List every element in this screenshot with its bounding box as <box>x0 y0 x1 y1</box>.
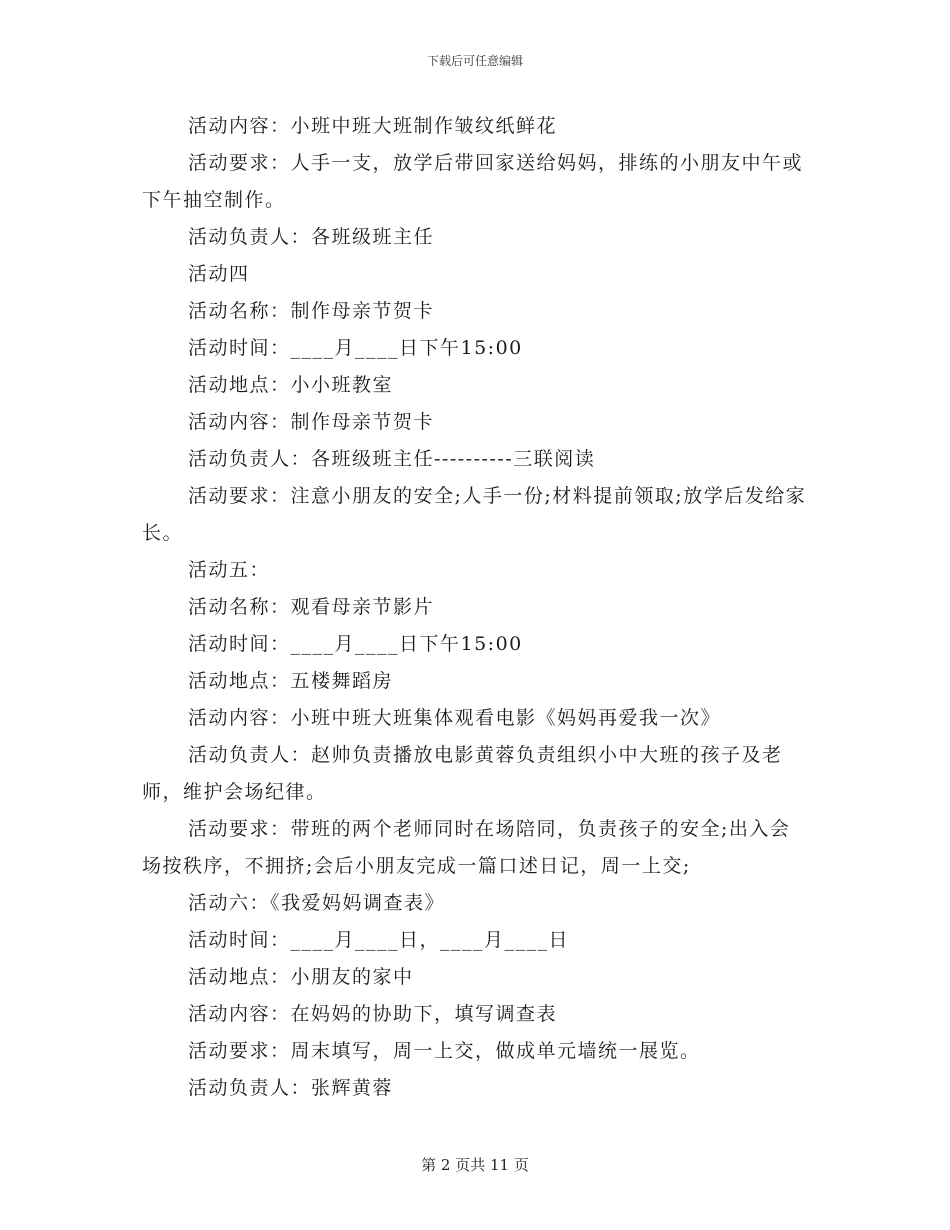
paragraph: 活动负责人：张辉黄蓉 <box>188 1077 394 1099</box>
section-heading: 活动四 <box>188 263 250 285</box>
paragraph: 活动内容：小班中班大班制作皱纹纸鲜花 <box>188 115 558 137</box>
paragraph: 活动时间：____月____日，____月____日 <box>188 929 570 951</box>
paragraph: 活动负责人：各班级班主任----------三联阅读 <box>188 448 596 470</box>
paragraph: 活动要求：周末填写，周一上交，做成单元墙统一展览。 <box>188 1040 701 1062</box>
paragraph: 活动内容：在妈妈的协助下，填写调查表 <box>188 1003 558 1025</box>
section-heading: 活动六：《我爱妈妈调查表》 <box>188 892 446 914</box>
paragraph: 活动时间：____月____日下午15:00 <box>188 633 523 655</box>
paragraph: 活动地点：五楼舞蹈房 <box>188 670 394 692</box>
page-footer: 第 2 页共 11 页 <box>421 1156 529 1174</box>
paragraph: 活动要求：注意小朋友的安全;人手一份;材料提前领取;放学后发给家长。 <box>142 485 807 544</box>
paragraph: 活动时间：____月____日下午15:00 <box>188 337 523 359</box>
paragraph: 活动负责人：赵帅负责播放电影黄蓉负责组织小中大班的孩子及老师，维护会场纪律。 <box>142 744 783 803</box>
document-body <box>142 108 810 1107</box>
paragraph: 活动要求：带班的两个老师同时在场陪同，负责孩子的安全;出入会场按秩序，不拥挤;会后小朋友完成一篇口述日记，周一上交; <box>142 818 791 877</box>
paragraph: 活动内容：小班中班大班集体观看电影《妈妈再爱我一次》 <box>188 707 722 729</box>
paragraph: 活动要求：人手一支，放学后带回家送给妈妈，排练的小朋友中午或下午抽空制作。 <box>142 152 804 211</box>
page-header: 下载后可任意编辑 <box>426 54 523 68</box>
paragraph: 活动名称：制作母亲节贺卡 <box>188 300 435 322</box>
paragraph: 活动负责人：各班级班主任 <box>188 226 435 248</box>
paragraph: 活动内容：制作母亲节贺卡 <box>188 411 435 433</box>
paragraph: 活动地点：小朋友的家中 <box>188 966 414 988</box>
section-heading: 活动五： <box>188 559 271 581</box>
paragraph: 活动名称：观看母亲节影片 <box>188 596 435 618</box>
paragraph: 活动地点：小小班教室 <box>188 374 394 396</box>
